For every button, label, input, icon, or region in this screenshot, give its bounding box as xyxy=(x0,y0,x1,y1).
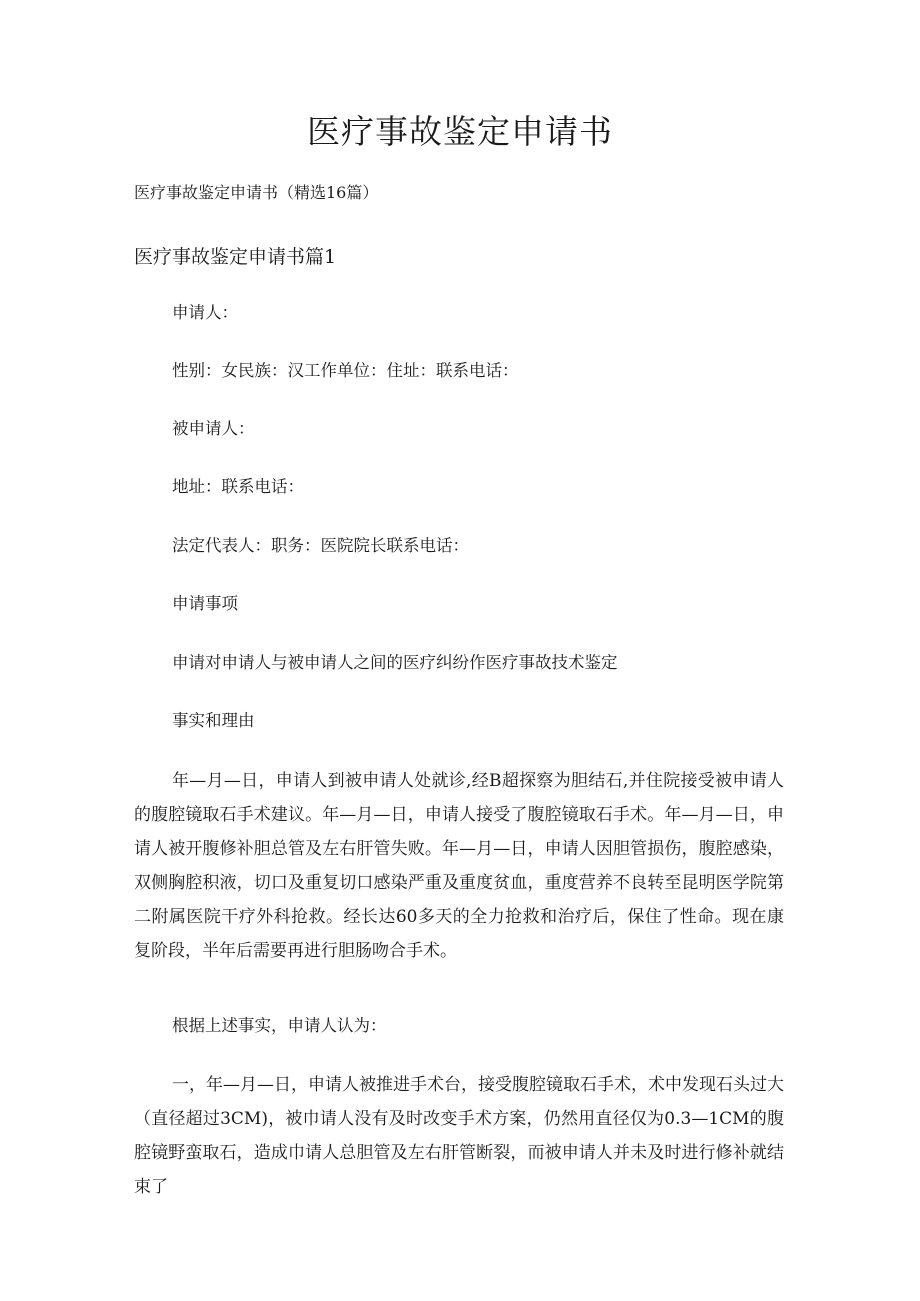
request-text: 申请对申请人与被申请人之间的医疗纠纷作医疗事故技术鉴定 xyxy=(172,653,618,672)
section-heading: 医疗事故鉴定申请书篇1 xyxy=(134,246,337,268)
applicant-label: 申请人： xyxy=(172,303,238,322)
document-title: 医疗事故鉴定申请书 xyxy=(307,112,613,151)
respondent-address: 地址：联系电话： xyxy=(172,477,304,496)
request-heading: 申请事项 xyxy=(172,594,238,613)
document-subtitle: 医疗事故鉴定申请书（精选16篇） xyxy=(134,183,379,202)
respondent-label: 被申请人： xyxy=(172,419,255,438)
facts-paragraph: 年—月—日，申请人到被申请人处就诊,经B超探察为胆结石,并住院接受被申请人的腹腔镜取石手术建议。年—月—日，申请人接受了腹腔镜取石手术。年—月—日，申请人被开腹修补胆总管及左右肝管失败。年—月—日，申请人因胆管损伤，腹腔感染，双侧胸腔积液，切口及重复切口感染严重及重度贫血，重度营养不良转至昆明医学院第二附属医院干疗外科抢救。经长达60多天的全力抢救和治疗后，保住了性命。现在康复阶段，半年后需要再进行胆肠吻合手术。 xyxy=(134,771,784,961)
point-one-paragraph: 一，年—月—日，申请人被推进手术台，接受腹腔镜取石手术，术中发现石头过大（直径超过3CM)，被巾请人没有及时改变手术方案，仍然用直径仅为0.3—1CM的腹腔镜野蛮取石，造成巾请人总胆管及左右肝管断裂，而被申请人并未及时进行修补就结束了 xyxy=(134,1075,784,1197)
conclusion-intro: 根据上述事实，申请人认为： xyxy=(172,1016,387,1035)
applicant-info: 性别：女民族：汉工作单位：住址：联系电话： xyxy=(172,361,519,380)
legal-representative: 法定代表人：职务：医院院长联系电话： xyxy=(172,536,469,555)
facts-heading: 事实和理由 xyxy=(172,711,255,730)
